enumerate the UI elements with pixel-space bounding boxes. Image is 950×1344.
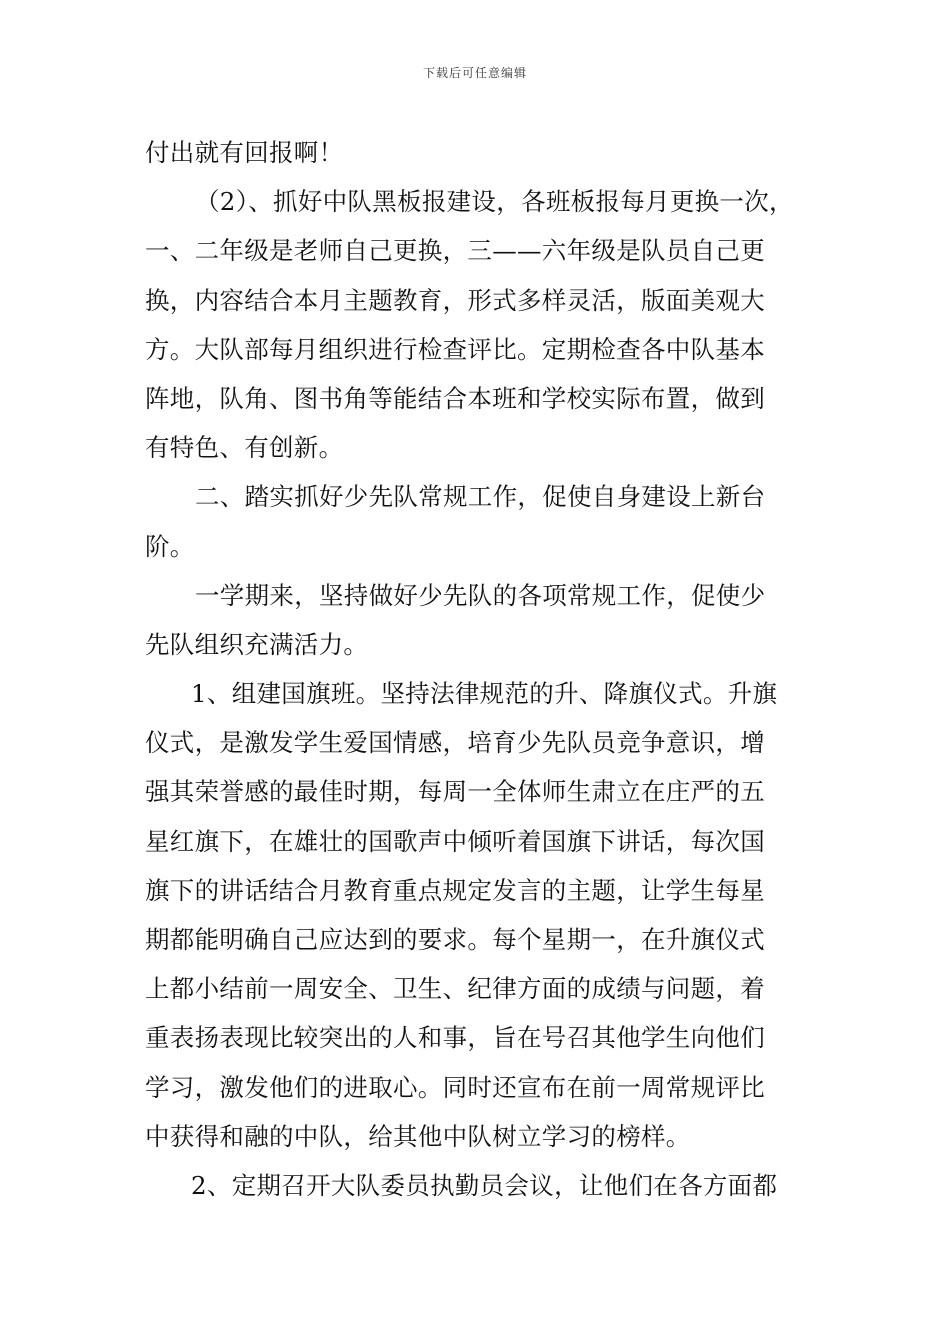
text-line: 星红旗下，在雄壮的国歌声中倾听着国旗下讲话，每次国 [145,826,765,856]
text-line: 阵地，队角、图书角等能结合本班和学校实际布置，做到 [145,383,765,413]
text-line: 一、二年级是老师自己更换，三——六年级是队员自己更 [145,236,765,266]
text-line: 方。大队部每月组织进行检查评比。定期检查各中队基本 [145,334,765,364]
text-line: 学习，激发他们的进取心。同时还宣布在前一周常规评比 [145,1072,765,1102]
text-line: 有特色、有创新。 [145,433,344,463]
text-line: 旗下的讲话结合月教育重点规定发言的主题，让学生每星 [145,875,765,905]
text-line: 二、踏实抓好少先队常规工作，促使自身建设上新台 [195,482,766,512]
document-body [145,128,810,1210]
text-line: 1、组建国旗班。坚持法律规范的升、降旗仪式。升旗 [191,679,778,709]
text-line: 仪式，是激发学生爱国情感，培育少先队员竞争意识，增 [145,728,765,758]
text-line: 重表扬表现比较突出的人和事，旨在号召其他学生向他们 [145,1023,765,1053]
text-line: 中获得和融的中队，给其他中队树立学习的榜样。 [145,1121,691,1151]
text-line: 一学期来，坚持做好少先队的各项常规工作，促使少 [195,580,766,610]
text-line: 上都小结前一周安全、卫生、纪律方面的成绩与问题，着 [145,974,765,1004]
text-line: 阶。 [145,531,195,561]
text-line: 付出就有回报啊！ [145,138,344,167]
text-line: 期都能明确自己应达到的要求。每个星期一，在升旗仪式 [145,925,765,954]
text-line: 2、定期召开大队委员执勤员会议，让他们在各方面都 [191,1170,778,1200]
text-line: 强其荣誉感的最佳时期，每周一全体师生肃立在庄严的五 [145,777,765,807]
page-header: 下载后可任意编辑 [422,66,527,80]
text-line: （2）、抓好中队黑板报建设，各班板报每月更换一次， [195,187,794,217]
text-line: 先队组织充满活力。 [145,629,369,659]
text-line: 换，内容结合本月主题教育，形式多样灵活，版面美观大 [145,285,765,315]
